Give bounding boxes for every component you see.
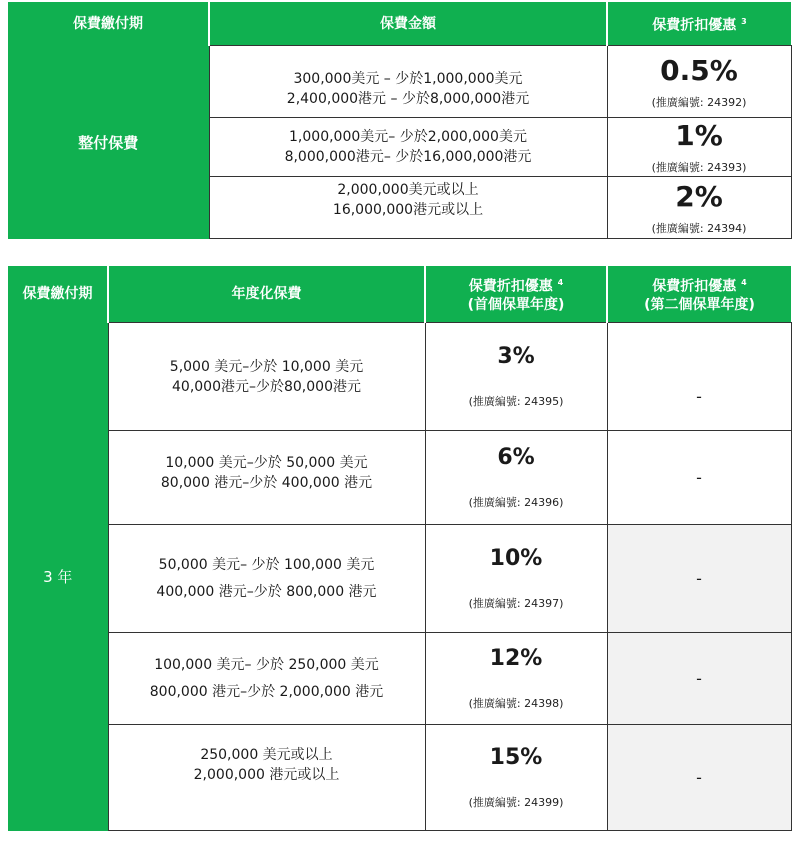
header-discount: 保費折扣優惠 $^3$ [607, 2, 791, 46]
discount-cell: 12% (推廣編號: 24398) [425, 633, 607, 725]
amount-cell: 2,000,000美元或以上 16,000,000港元或以上 [209, 177, 607, 239]
second-year-cell: - [607, 431, 791, 525]
table-row [8, 525, 791, 633]
header-payment-term: 保費繳付期 [8, 266, 108, 323]
term-cell: 整付保費 [8, 46, 209, 239]
header-discount-first-year: 保費折扣優惠 $^4$ (首個保單年度) [425, 266, 607, 323]
table-row [8, 633, 791, 725]
amount-cell: 1,000,000美元– 少於2,000,000美元 8,000,000港元– 少於16,000,000港元 [209, 118, 607, 177]
second-year-cell: - [607, 725, 791, 831]
term-cell: 3 年 [8, 323, 108, 831]
second-year-cell: - [607, 525, 791, 633]
amount-cell: 250,000 美元或以上 2,000,000 港元或以上 [108, 725, 425, 831]
amount-cell: 300,000美元 – 少於1,000,000美元 2,400,000港元 – 少於8,000,000港元 [209, 46, 607, 118]
discount-cell: 2% (推廣編號: 24394) [607, 177, 791, 239]
amount-cell: 100,000 美元– 少於 250,000 美元 800,000 港元–少於 2,000,000 港元 [108, 633, 425, 725]
single-premium-discount-table [8, 2, 792, 239]
discount-cell: 15% (推廣編號: 24399) [425, 725, 607, 831]
amount-cell: 5,000 美元–少於 10,000 美元 40,000港元–少於80,000港元 [108, 323, 425, 431]
discount-cell: 1% (推廣編號: 24393) [607, 118, 791, 177]
header-payment-term: 保費繳付期 [8, 2, 209, 46]
discount-cell: 3% (推廣編號: 24395) [425, 323, 607, 431]
table-row [8, 323, 791, 431]
header-annualized-premium: 年度化保費 [108, 266, 425, 323]
header-discount-second-year: 保費折扣優惠 $^4$ (第二個保單年度) [607, 266, 791, 323]
table-row [8, 431, 791, 525]
amount-cell: 10,000 美元–少於 50,000 美元 80,000 港元–少於 400,000 港元 [108, 431, 425, 525]
discount-cell: 10% (推廣編號: 24397) [425, 525, 607, 633]
second-year-cell: - [607, 323, 791, 431]
header-premium-amount: 保費金額 [209, 2, 607, 46]
table-row [8, 46, 791, 118]
annual-premium-discount-table [8, 266, 792, 831]
table-row [8, 725, 791, 831]
amount-cell: 50,000 美元– 少於 100,000 美元 400,000 港元–少於 800,000 港元 [108, 525, 425, 633]
discount-cell: 0.5% (推廣編號: 24392) [607, 46, 791, 118]
discount-cell: 6% (推廣編號: 24396) [425, 431, 607, 525]
second-year-cell: - [607, 633, 791, 725]
